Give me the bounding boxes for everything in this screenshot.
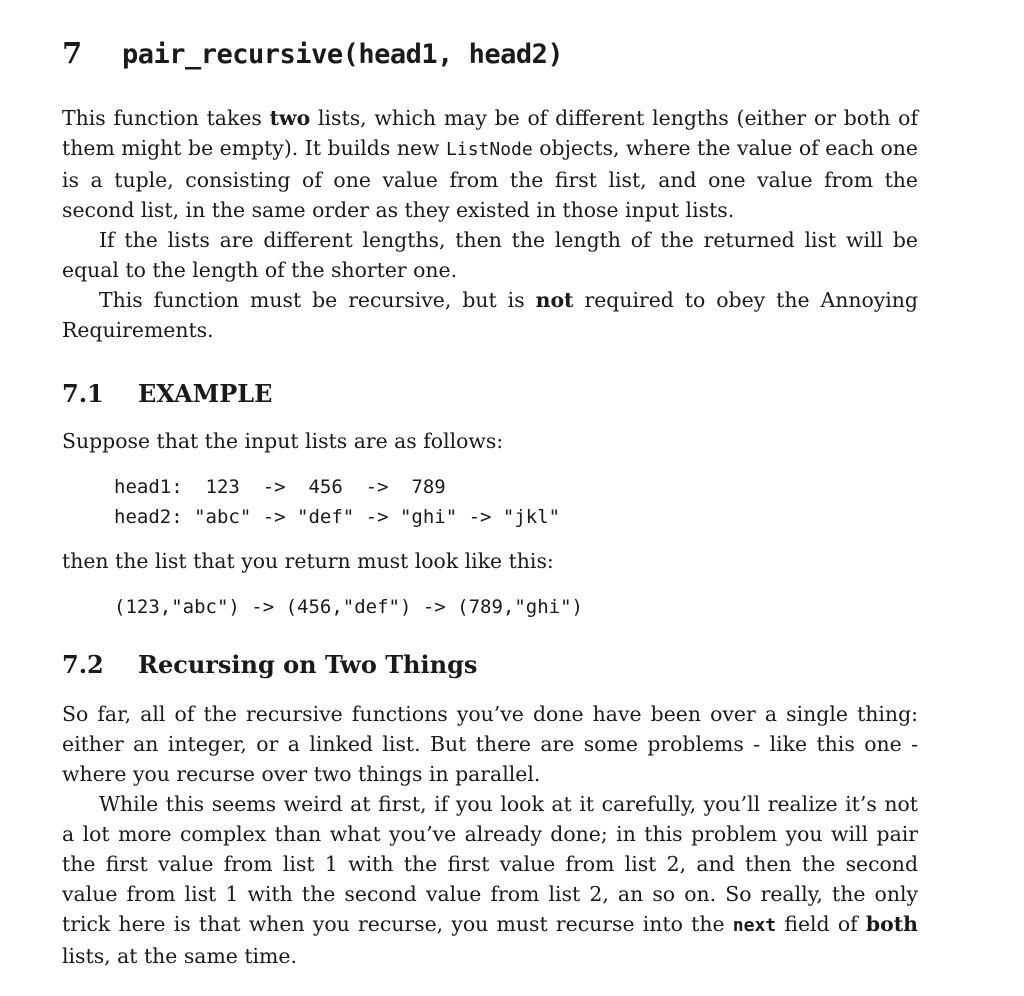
- code-line-output: (123,"abc") -> (456,"def") -> (789,"ghi"): [114, 596, 583, 618]
- example-mid-text: then the list that you return must look like this:: [62, 549, 554, 573]
- recursing-number: 7.2: [62, 650, 104, 679]
- output-list-code: [114, 592, 918, 622]
- recursing-paragraph-2: While this seems weird at first, if you look at it carefully, you’ll realize it’s not a lot more complex than what you’ve already done; in this problem you will pair the first value from list 1 with the first value from list 2, and then the second value from list 1 with the second value from list 2, an so on. So really, the only trick here is that when you recurse, you must recurse into the next field of both lists, at the same time.: [62, 792, 918, 968]
- intro-paragraph-1: This function takes two lists, which may be of different lengths (either or both of them might be empty). It builds new ListNode objects, where the value of each one is a tuple, consisting of one value from the first list, and one value from the second list, in the same order as they existed in those input lists.: [62, 106, 918, 222]
- recursing-heading: [62, 650, 918, 690]
- example-number: 7.1: [62, 379, 104, 408]
- example-title: EXAMPLE: [138, 379, 273, 408]
- code-line-head1: head1: 123 -> 456 -> 789: [114, 476, 446, 498]
- section-number: 7: [62, 36, 83, 70]
- example-heading: [62, 379, 918, 419]
- example-lead-text: Suppose that the input lists are as follows:: [62, 429, 504, 453]
- intro-paragraph-2: If the lists are different lengths, then the length of the returned list will be equal to the length of the shorter one.: [62, 228, 918, 282]
- input-lists-code: [114, 472, 918, 532]
- intro-paragraph-3: This function must be recursive, but is not required to obey the Annoying Requirements.: [62, 288, 918, 342]
- code-line-head2: head2: "abc" -> "def" -> "ghi" -> "jkl": [114, 506, 561, 528]
- document-page: [62, 36, 918, 971]
- recursing-title: Recursing on Two Things: [138, 650, 478, 679]
- section-title: pair_recursive(head1, head2): [122, 39, 564, 70]
- recursing-paragraph-1: So far, all of the recursive functions you’ve done have been over a single thing: either an integer, or a linked list. But there are some problems - like this one - where you recurse over two things in parallel.: [62, 702, 918, 786]
- section-heading: [62, 36, 918, 84]
